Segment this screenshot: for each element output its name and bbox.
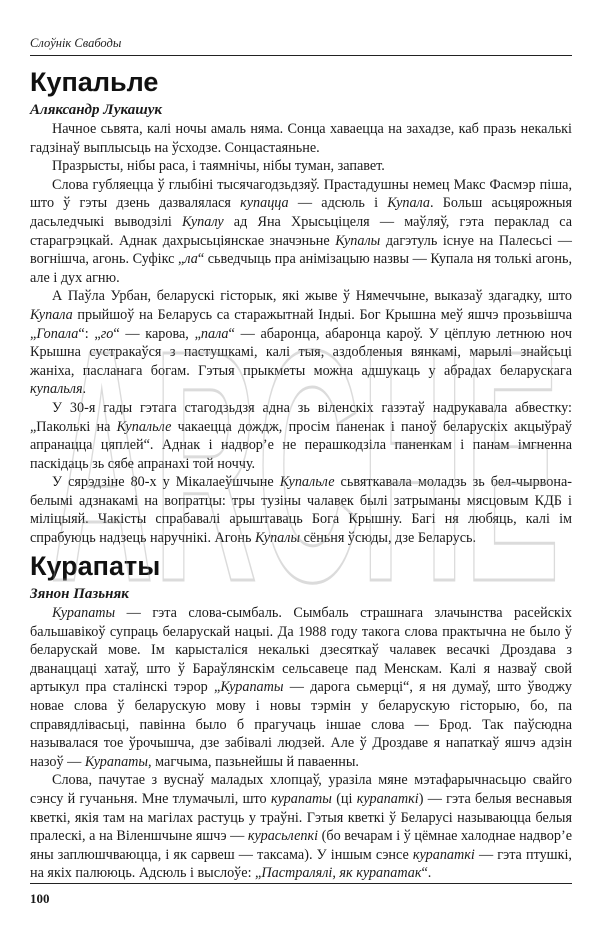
- paragraph: Слова, пачутае з вуснаў маладых хлопцаў, уразіла мяне мэтафарычнасьцю свайго сэнсу й гучаньня. Мне тлумачылі, што курапаты (ці курапаткі) — гэта белыя веснавыя кветкі, якія там на магілах растуць у траўні. Гэтыя кветкі ў Беларусі называюцца белыя пралескі, а на Віленшчыне яшчэ — курасьлепкі (бо вечарам і ў цёмнае халоднае надвор’е яны заплюшчваюцца, і як сарвеш — таксама). У іншым сэнсе курапаткі — гэта птушкі, на якіх палююць. Адсюль і выслоўе: „Пастралялі, як курапатак“.: [30, 772, 572, 882]
- footer-rule: [30, 883, 572, 884]
- header-rule: [30, 55, 572, 56]
- paragraph: Курапаты — гэта слова-сымбаль. Сымбаль страшнага злачынства расейскіх бальшавікоў супраць беларускай нацыі. Да 1988 году такога слова практычна не было ў беларускай мове. Ім карысталіся некалькі дзесяткаў чалавек весачкі Дроздава з дванаццаці хатаў, што ў Бараўлянскім сельсавеце пад Менскам. Калі я назваў свой артыкул пра сталінскі тэрор „Курапаты — дарога сьмерці“, я ня думаў, што ўводжу новае слова ў беларускую мову і новы тэрмін у беларускую гісторыю, бо, па справядлівасьці, павінна было б прагучаць іншае слова — Брод. Так паўсюдна называлася тое ўрочышча, дзе забівалі людзей. Але ў Дроздаве я напаткаў яшчэ адзін назоў — Курапаты, магчыма, пазьнейшы й паваенны.: [30, 605, 572, 770]
- article-author: Аляксандр Лукашук: [30, 102, 162, 118]
- paragraph: А Паўла Урбан, беларускі гісторык, які жыве ў Нямеччыне, выказаў здагадку, што Купала прыйшоў на Беларусь са старажытнай Індыі. Бог Крышна меў яшчэ прозьвішча „Гопала“: „го“ — карова, „пала“ — абаронца, абаронца кароў. У цёплую летнюю ноч Крышна сустракаўся з пастушкамі, калі тыя, аздобленыя вянкамі, марылі знайсьці жаніха, пасланага богам. Гэтыя прыкметы можна адшукаць у абрадах беларускага купальля.: [30, 288, 572, 398]
- paragraph: Празрысты, нібы раса, і таямнічы, нібы туман, запавет.: [52, 158, 385, 175]
- paragraph: У 30-я гады гэтага стагодзьдзя адна зь віленскіх газэтаў надрукавала абвестку: „Паколькі на Купальле чакаецца дождж, просім паненак і паноў беларускіх акцыўраў апранацца цяплей“. Аднак і надвор’е не перашкодзіла паненкам і панам імгненна паскідаць зь сябе апранахі той ноччу.: [30, 399, 572, 472]
- watermark-text: ARCHE: [50, 281, 560, 610]
- article-kupalle: [30, 64, 572, 548]
- paragraph: У сярэдзіне 80-х у Мікалаеўшчыне Купальле сьвяткавала моладзь зь бел-чырвона-белымі адзнакамі на вопратцы: тры тузіны чалавек былі затрыманы мясцовым КДБ і міліцыяй. Чакісты спрабавалі арыштаваць Бога Крышну. Багі ня любяць, калі ім спрабуюць надзець наручнікі. Агонь Купалы сёньня ўсюды, дзе Беларусь.: [30, 474, 572, 547]
- article-title: Купальле: [30, 67, 159, 97]
- page-number: 100: [30, 891, 50, 906]
- running-head: Слоўнік Свабоды: [30, 36, 122, 50]
- article-kurapaty: [30, 548, 572, 883]
- paragraph: Начное сьвята, калі ночы амаль няма. Сонца хаваецца на захадзе, каб празь некалькі гадзінаў выплысьць на ўсходзе. Сонцастаяньне.: [30, 121, 572, 156]
- article-title: Курапаты: [30, 551, 161, 581]
- paragraph: Слова губляецца ў глыбіні тысячагодзьдзяў. Прастадушны немец Макс Фасмэр пiша, што ў гэты дзень дазвалялася купацца — адсюль і Купала. Больш асьцярожныя дасьледчыкі выводзілі Купалу ад Яна Хрысьціцеля — маўляў, гэта пераклад са старагрэцкай. Аднак дахрысьціянскае значэньне Купалы дагэтуль існуе на Палесьсі — вогнішча, агонь. Суфікс „ла“ сьведчыць пра анімізацыю назвы — Купала ня толькі агонь, але і дух агню.: [30, 176, 572, 286]
- article-author: Зянон Пазьняк: [30, 586, 129, 602]
